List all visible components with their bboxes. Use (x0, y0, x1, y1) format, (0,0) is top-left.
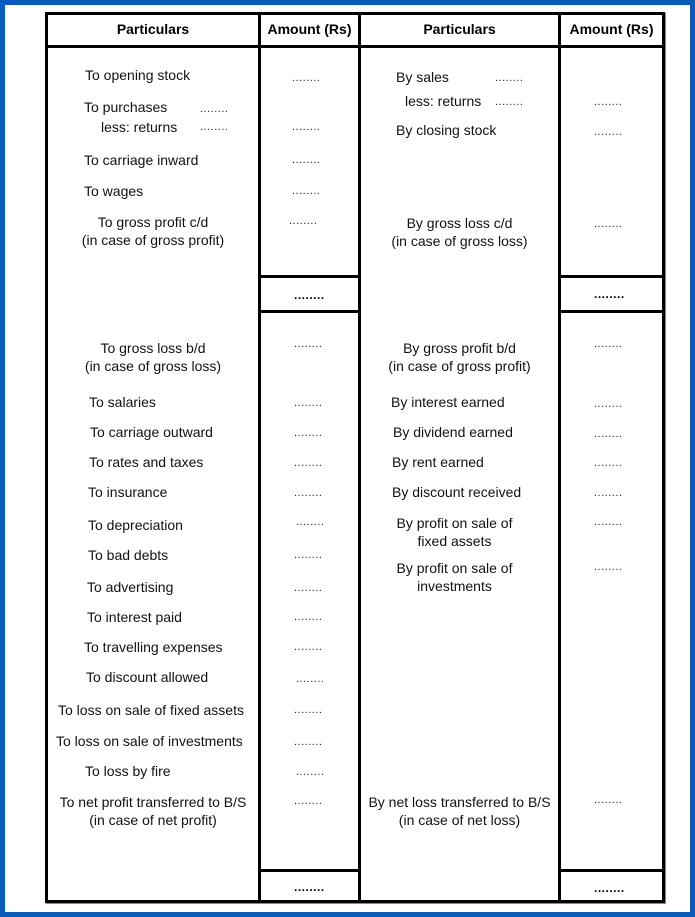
row-note: (in case of gross profit) (388, 358, 531, 374)
amount-value: ........ (594, 561, 623, 573)
column-divider (558, 12, 561, 903)
row-label: To gross loss b/d (100, 340, 206, 356)
pl-total-right: ........ (594, 881, 625, 895)
row-label: To travelling expenses (84, 639, 223, 655)
amount-value: ........ (594, 794, 623, 806)
row-label: To loss on sale of fixed assets (58, 702, 244, 718)
amount-value: ........ (294, 457, 323, 469)
amount-value: ........ (594, 457, 623, 469)
row-note: fixed assets (417, 533, 492, 549)
header-particulars-left: Particulars (116, 21, 190, 37)
amount-value: ........ (594, 96, 623, 108)
inner-amount: ........ (200, 103, 229, 115)
row-label: To carriage outward (90, 424, 213, 440)
header-amount-left: Amount (Rs) (267, 21, 352, 37)
row-note: (in case of gross profit) (81, 232, 225, 248)
amount-value: ........ (594, 398, 623, 410)
inner-amount: ........ (495, 96, 524, 108)
amount-value: ........ (294, 338, 323, 350)
amount-value: ........ (594, 516, 623, 528)
amount-value: ........ (289, 215, 318, 227)
row-label: To advertising (87, 579, 174, 595)
row-label: By rent earned (392, 454, 484, 470)
row-label: By closing stock (396, 122, 497, 138)
row-note: (in case of gross loss) (84, 358, 222, 374)
trading-total-left: ........ (294, 288, 325, 302)
row-note: (in case of gross loss) (391, 233, 528, 249)
amount-value: ........ (594, 126, 623, 138)
row-label: To net profit transferred to B/S (59, 794, 247, 810)
row-label: To bad debts (88, 547, 169, 563)
subtotal-line-left (258, 275, 361, 278)
column-divider (258, 12, 261, 903)
amount-value: ........ (292, 121, 321, 133)
column-divider (358, 12, 361, 903)
row-note: (in case of net profit) (89, 812, 217, 828)
amount-value: ........ (292, 154, 321, 166)
row-label: To depreciation (88, 517, 183, 533)
row-label: To salaries (89, 394, 156, 410)
amount-value: ........ (292, 72, 321, 84)
amount-value: ........ (294, 427, 323, 439)
header-particulars-right: Particulars (423, 21, 496, 37)
amount-value: ........ (294, 582, 323, 594)
row-label: By discount received (392, 484, 522, 500)
amount-value: ........ (594, 338, 623, 350)
trading-total-right: ........ (594, 287, 625, 301)
amount-value: ........ (294, 611, 323, 623)
amount-value: ........ (594, 487, 623, 499)
row-label: To loss on sale of investments (56, 733, 243, 749)
row-label: To interest paid (87, 609, 182, 625)
row-label: By profit on sale of (396, 515, 513, 531)
total-line-right (558, 869, 665, 872)
subtotal-line-left (258, 310, 361, 313)
row-label: To rates and taxes (89, 454, 204, 470)
amount-value: ........ (294, 549, 323, 561)
inner-amount: ........ (495, 72, 524, 84)
row-label: To carriage inward (84, 152, 199, 168)
total-line-left (258, 869, 361, 872)
amount-value: ........ (296, 673, 325, 685)
amount-value: ........ (594, 428, 623, 440)
amount-value: ........ (294, 795, 323, 807)
row-label: less: returns (101, 119, 178, 135)
row-label: less: returns (405, 93, 482, 109)
row-note: investments (417, 578, 492, 594)
row-label: To gross profit c/d (97, 214, 209, 230)
subtotal-line-right (558, 275, 665, 278)
amount-value: ........ (294, 487, 323, 499)
amount-value: ........ (294, 397, 323, 409)
amount-value: ........ (292, 185, 321, 197)
subtotal-line-right (558, 310, 665, 313)
amount-value: ........ (594, 218, 623, 230)
header-amount-right: Amount (Rs) (569, 21, 654, 37)
pl-total-left: ........ (294, 880, 325, 894)
row-label: By gross loss c/d (406, 215, 513, 231)
row-label: By profit on sale of (396, 560, 513, 576)
amount-value: ........ (296, 766, 325, 778)
row-note: (in case of net loss) (398, 812, 521, 828)
row-label: To discount allowed (86, 669, 209, 685)
row-label: To loss by fire (85, 763, 171, 779)
inner-amount: ........ (200, 121, 229, 133)
amount-value: ........ (294, 736, 323, 748)
amount-value: ........ (296, 516, 325, 528)
row-label: By dividend earned (393, 424, 513, 440)
row-label: By net loss transferred to B/S (368, 794, 551, 810)
row-label: To wages (84, 183, 144, 199)
amount-value: ........ (294, 641, 323, 653)
row-label: To insurance (88, 484, 168, 500)
row-label: By gross profit b/d (403, 340, 516, 356)
row-label: To opening stock (85, 67, 191, 83)
row-label: By sales (396, 69, 449, 85)
row-label: To purchases (84, 99, 168, 115)
row-label: By interest earned (391, 394, 505, 410)
amount-value: ........ (294, 704, 323, 716)
